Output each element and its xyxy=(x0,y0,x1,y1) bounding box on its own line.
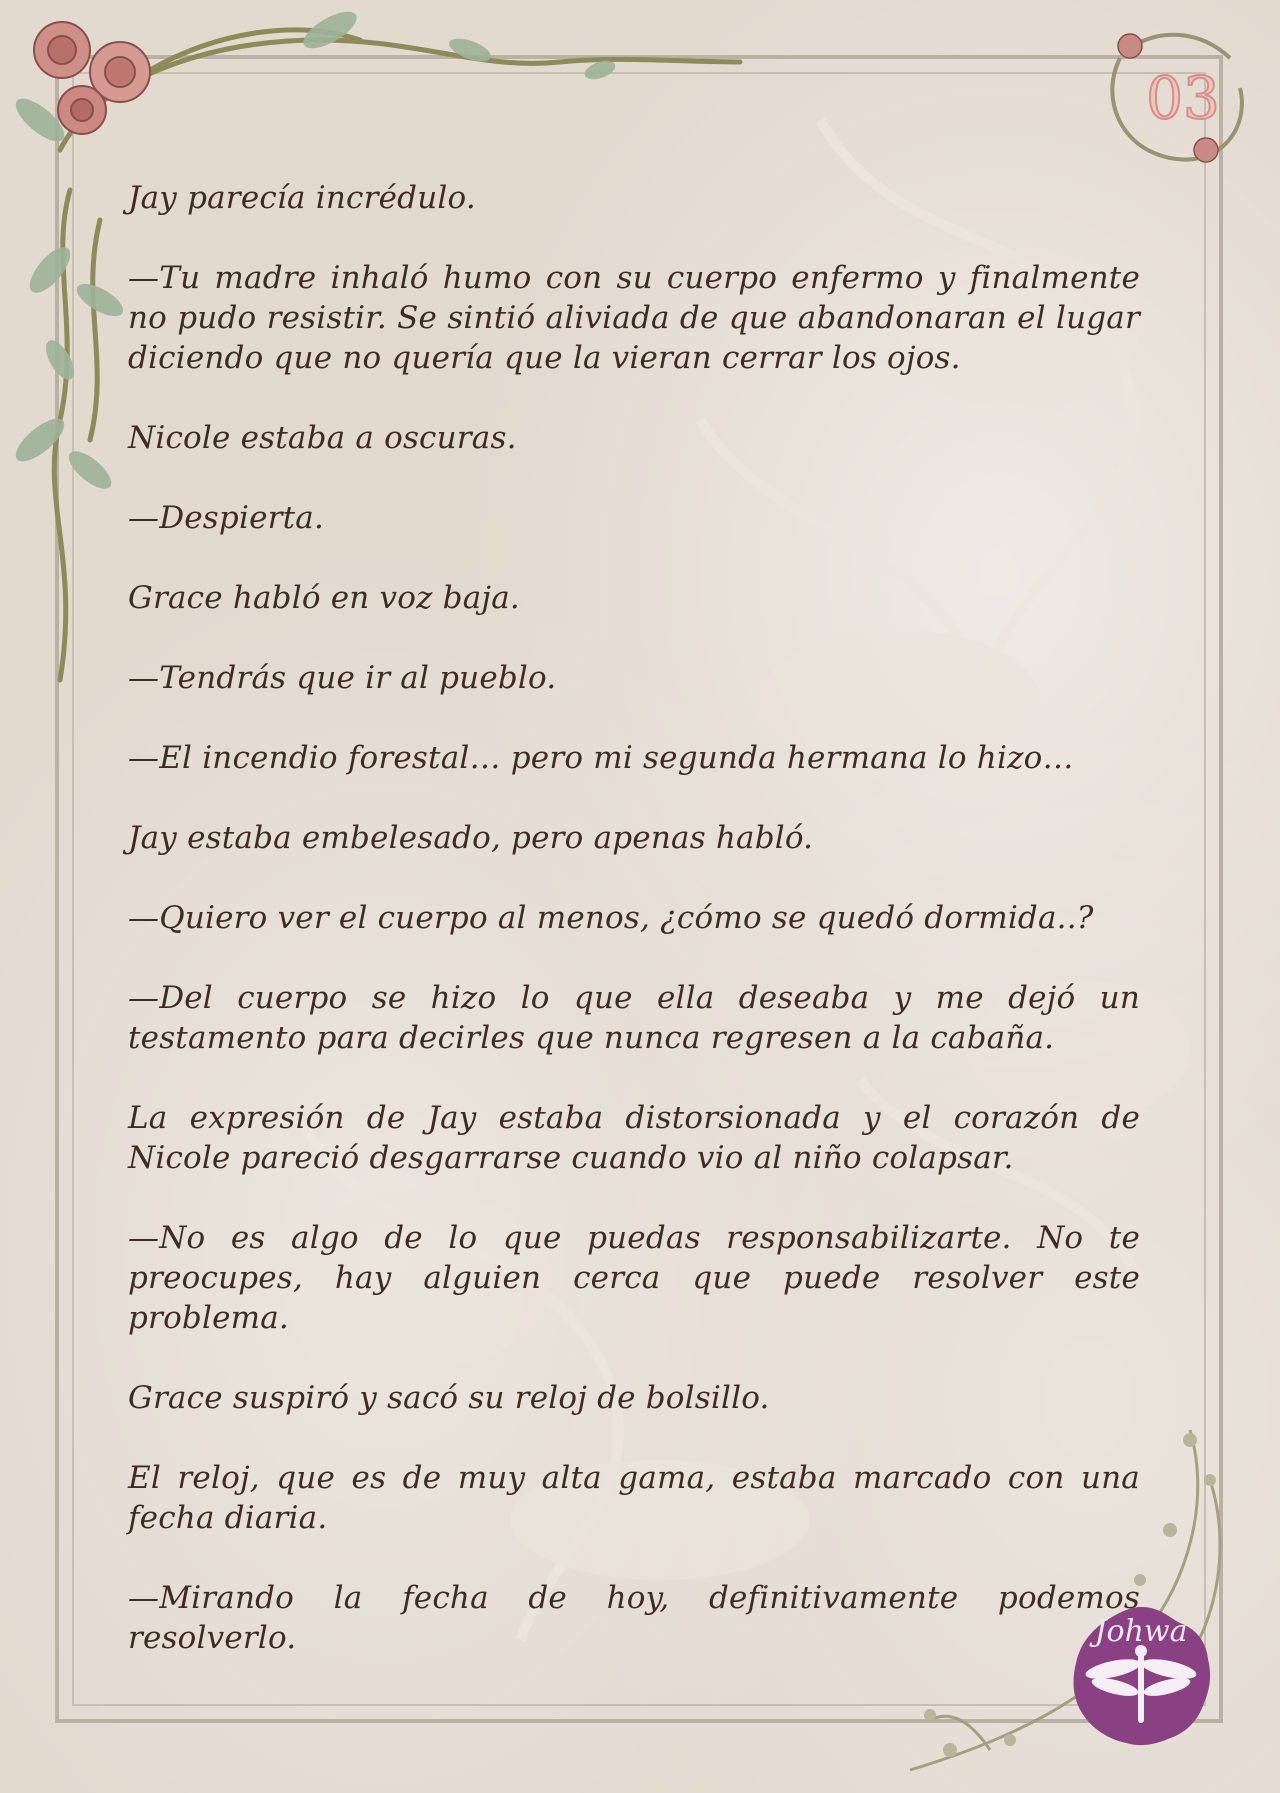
paragraph: Grace suspiró y sacó su reloj de bolsillo. xyxy=(128,1380,770,1416)
publisher-name: Johwa xyxy=(1094,1614,1188,1649)
paragraph: La expresión de Jay estaba distorsionada y el corazón de Nicole pareció desgarrarse cuando vio al niño colapsar. xyxy=(128,1100,1140,1176)
paragraph: Nicole estaba a oscuras. xyxy=(128,420,517,456)
paragraph: —Mirando la fecha de hoy, definitivamente podemos resolverlo. xyxy=(128,1580,1140,1656)
paragraph: Jay estaba embelesado, pero apenas habló. xyxy=(128,820,814,856)
page-number: 03 xyxy=(1146,64,1220,132)
paragraph: —El incendio forestal… pero mi segunda hermana lo hizo… xyxy=(128,740,1074,776)
paragraph: Jay parecía incrédulo. xyxy=(128,180,476,216)
paragraph: —Tu madre inhaló humo con su cuerpo enfermo y finalmente no pudo resistir. Se sintió aliviada de que abandonaran el lugar diciendo que no quería que la vieran cerrar los ojos. xyxy=(128,260,1140,376)
paragraph: —Del cuerpo se hizo lo que ella deseaba y me dejó un testamento para decirles que nunca regresen a la cabaña. xyxy=(128,980,1140,1056)
paragraph: El reloj, que es de muy alta gama, estaba marcado con una fecha diaria. xyxy=(128,1460,1140,1536)
paragraph: —No es algo de lo que puedas responsabilizarte. No te preocupes, hay alguien cerca que puede resolver este problema. xyxy=(128,1220,1140,1336)
paragraph: —Quiero ver el cuerpo al menos, ¿cómo se quedó dormida..? xyxy=(128,900,1094,936)
story-text xyxy=(128,178,1140,1698)
paragraph: Grace habló en voz baja. xyxy=(128,580,520,616)
paragraph: —Despierta. xyxy=(128,500,325,536)
paragraph: —Tendrás que ir al pueblo. xyxy=(128,660,557,696)
